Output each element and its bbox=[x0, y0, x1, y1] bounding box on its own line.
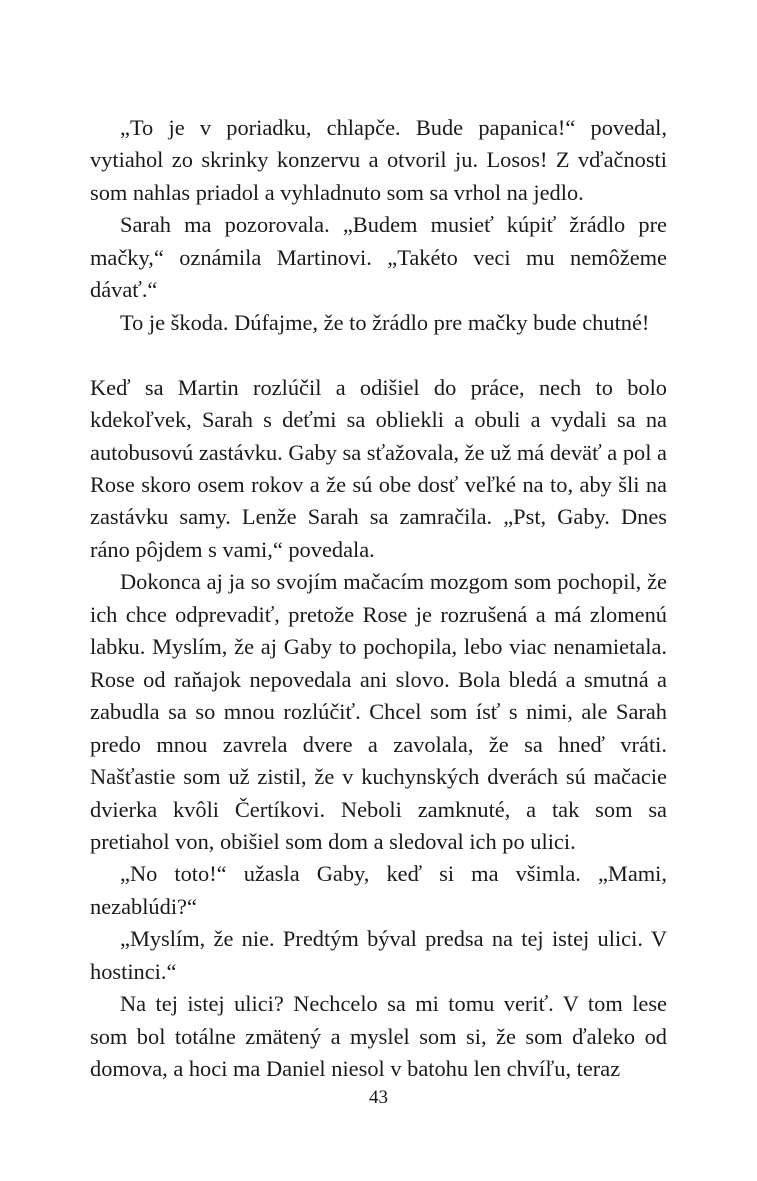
paragraph: „No toto!“ užasla Gaby, keď si ma všimla. „Mami, nezablúdi?“ bbox=[90, 861, 667, 919]
page-number: 43 bbox=[369, 1087, 388, 1108]
page-body bbox=[90, 112, 667, 1086]
paragraph: Dokonca aj ja so svojím mačacím mozgom som pochopil, že ich chce odprevadiť, pretože Rose je rozrušená a má zlomenú labku. Myslím, že aj Gaby to pochopila, lebo viac nenamietala. Rose od raňajok nepovedala ani slovo. Bola bledá a smutná a zabudla sa so mnou rozlúčiť. Chcel som ísť s nimi, ale Sarah predo mnou zavrela dvere a zavolala, že sa hneď vráti. Našťastie som už zistil, že v kuchynských dverách sú mačacie dvierka kvôli Čertíkovi. Neboli zamknuté, a tak som sa pretiahol von, obišiel som dom a sledoval ich po ulici. bbox=[90, 569, 667, 854]
section-break bbox=[90, 339, 667, 371]
paragraph: Na tej istej ulici? Nechcelo sa mi tomu veriť. V tom lese som bol totálne zmätený a myslel som si, že som ďaleko od domova, a hoci ma Daniel niesol v batohu len chvíľu, teraz bbox=[90, 991, 667, 1082]
paragraph: Sarah ma pozorovala. „Budem musieť kúpiť žrádlo pre mačky,“ oznámila Martinovi. „Takéto veci mu nemôžeme dávať.“ bbox=[90, 212, 667, 303]
paragraph: To je škoda. Dúfajme, že to žrádlo pre mačky bude chutné! bbox=[120, 309, 650, 335]
paragraph: „To je v poriadku, chlapče. Bude papanica!“ povedal, vytiahol zo skrinky konzervu a otvoril ju. Losos! Z vďačnosti som nahlas priadol a vyhladnuto som sa vrhol na jedlo. bbox=[90, 115, 667, 205]
paragraph: Keď sa Martin rozlúčil a odišiel do práce, nech to bolo kdekoľvek, Sarah s deťmi sa obliekli a obuli a vydali sa na autobusovú zastávku. Gaby sa sťažovala, že už má deväť a pol a Rose skoro osem rokov a že sú obe dosť veľké na to, aby šli na zastávku samy. Lenže Sarah sa zamračila. „Pst, Gaby. Dnes ráno pôjdem s vami,“ povedala. bbox=[90, 374, 667, 562]
paragraph: „Myslím, že nie. Predtým býval predsa na tej istej ulici. V hostinci.“ bbox=[90, 926, 667, 984]
